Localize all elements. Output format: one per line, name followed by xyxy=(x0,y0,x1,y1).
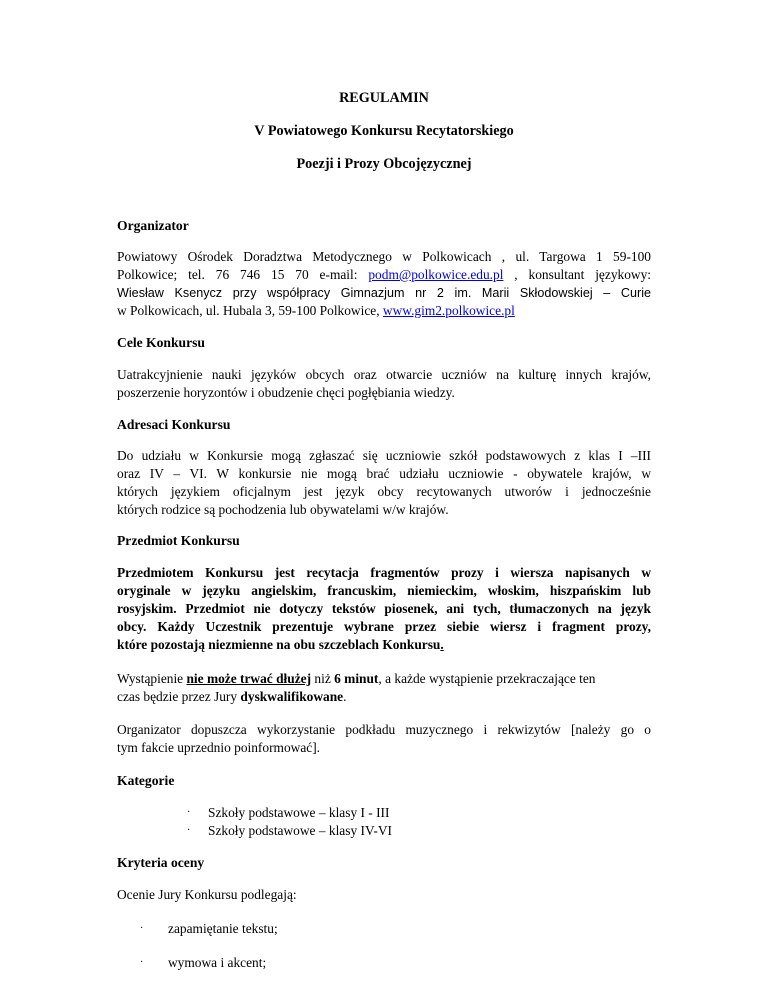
time-limit-line-2-post: . xyxy=(343,689,347,704)
time-limit-line-2 xyxy=(117,688,651,706)
criteria-item xyxy=(140,920,278,938)
subject-line-3: rosyjskim. Przedmiot nie dotyczy tekstów piosenek, ani tych, tłumaczonych na język xyxy=(117,601,651,616)
criteria-label: wymowa i akcent; xyxy=(168,955,267,970)
addressees-line-3: których językiem oficjalnym jest język obcy recytowanych utworów i jednocześnie xyxy=(117,484,651,499)
goals-heading: Cele Konkursu xyxy=(117,335,205,350)
bullet-icon: · xyxy=(140,957,144,968)
category-item xyxy=(187,822,392,840)
addressees-line-1: Do udziału w Konkursie mogą zgłaszać się uczniowie szkół podstawowych z klas I –III xyxy=(117,448,651,463)
addressees-line-2: oraz IV – VI. W konkursie nie mogą brać udziału uczniowie - obywatele krajów, w xyxy=(117,466,651,481)
time-limit-pre: Wystąpienie xyxy=(117,671,187,686)
addressees-heading: Adresaci Konkursu xyxy=(117,417,231,432)
addressees-line-4: których rodzice są pochodzenia lub obywatelami w/w krajów. xyxy=(117,502,449,517)
time-limit-emphasis: nie może trwać dłużej xyxy=(186,671,312,686)
category-label: Szkoły podstawowe – klasy I - III xyxy=(208,805,390,820)
categories-heading: Kategorie xyxy=(117,773,175,788)
competition-subtitle: Poezji i Prozy Obcojęzycznej xyxy=(296,156,472,172)
music-line-1: Organizator dopuszcza wykorzystanie podkładu muzycznego i rekwizytów [należy go o xyxy=(117,722,651,737)
organizer-phone: Polkowice; tel. 76 746 15 70 e-mail: xyxy=(117,267,369,282)
organizer-heading: Organizator xyxy=(117,218,189,233)
category-item xyxy=(187,804,389,822)
time-limit-line-1 xyxy=(117,670,651,688)
bullet-icon: · xyxy=(187,825,191,836)
time-limit-minutes: 6 minut xyxy=(334,671,379,686)
criteria-label: zapamiętanie tekstu; xyxy=(168,921,278,936)
subject-line-5-period: . xyxy=(440,637,444,652)
subject-line-4: obcy. Każdy Uczestnik prezentuje wybrane przez siebie wiersz i fragment prozy, xyxy=(117,619,651,634)
website-link[interactable]: www.gim2.polkowice.pl xyxy=(382,303,515,318)
email-link[interactable]: podm@polkowice.edu.pl xyxy=(368,267,504,282)
subject-line-5 xyxy=(117,636,651,654)
organizer-line-4 xyxy=(117,302,651,320)
subject-heading: Przedmiot Konkursu xyxy=(117,533,240,548)
organizer-address: w Polkowicach, ul. Hubala 3, 59-100 Polkowice, xyxy=(117,303,383,318)
organizer-line-2 xyxy=(117,266,651,284)
subject-line-2: oryginale w języku angielskim, francuskim, niemieckim, włoskim, hiszpańskim lub xyxy=(117,583,651,598)
time-limit-post: , a każde wystąpienie przekraczające ten xyxy=(378,671,596,686)
bullet-icon: · xyxy=(187,807,191,818)
competition-name: V Powiatowego Konkursu Recytatorskiego xyxy=(254,123,514,139)
time-limit-mid: niż xyxy=(311,671,335,686)
subject-line-5-text: które pozostają niezmienne na obu szczeblach Konkursu xyxy=(117,637,441,652)
organizer-line-1: Powiatowy Ośrodek Doradztwa Metodycznego w Polkowicach , ul. Targowa 1 59-100 xyxy=(117,249,651,264)
goals-line-1: Uatrakcyjnienie nauki języków obcych oraz otwarcie uczniów na kulturę innych krajów, xyxy=(117,367,651,382)
music-line-2: tym fakcie uprzednio poinformować]. xyxy=(117,740,321,755)
bullet-icon: · xyxy=(140,923,144,934)
criteria-heading: Kryteria oceny xyxy=(117,855,205,870)
goals-line-2: poszerzenie horyzontów i obudzenie chęci pogłębiania wiedzy. xyxy=(117,385,455,400)
organizer-consultant-label: , konsultant językowy: xyxy=(503,267,651,282)
organizer-line-3: Wiesław Ksenycz przy współpracy Gimnazjum nr 2 im. Marii Skłodowskiej – Curie xyxy=(117,286,651,300)
document-title: REGULAMIN xyxy=(339,90,429,106)
criteria-intro: Ocenie Jury Konkursu podlegają: xyxy=(117,887,297,902)
subject-line-1: Przedmiotem Konkursu jest recytacja fragmentów prozy i wiersza napisanych w xyxy=(117,565,651,580)
time-limit-line-2-pre: czas będzie przez Jury xyxy=(117,689,241,704)
disqualified-text: dyskwalifikowane xyxy=(240,689,344,704)
category-label: Szkoły podstawowe – klasy IV-VI xyxy=(208,823,392,838)
criteria-item xyxy=(140,954,266,972)
